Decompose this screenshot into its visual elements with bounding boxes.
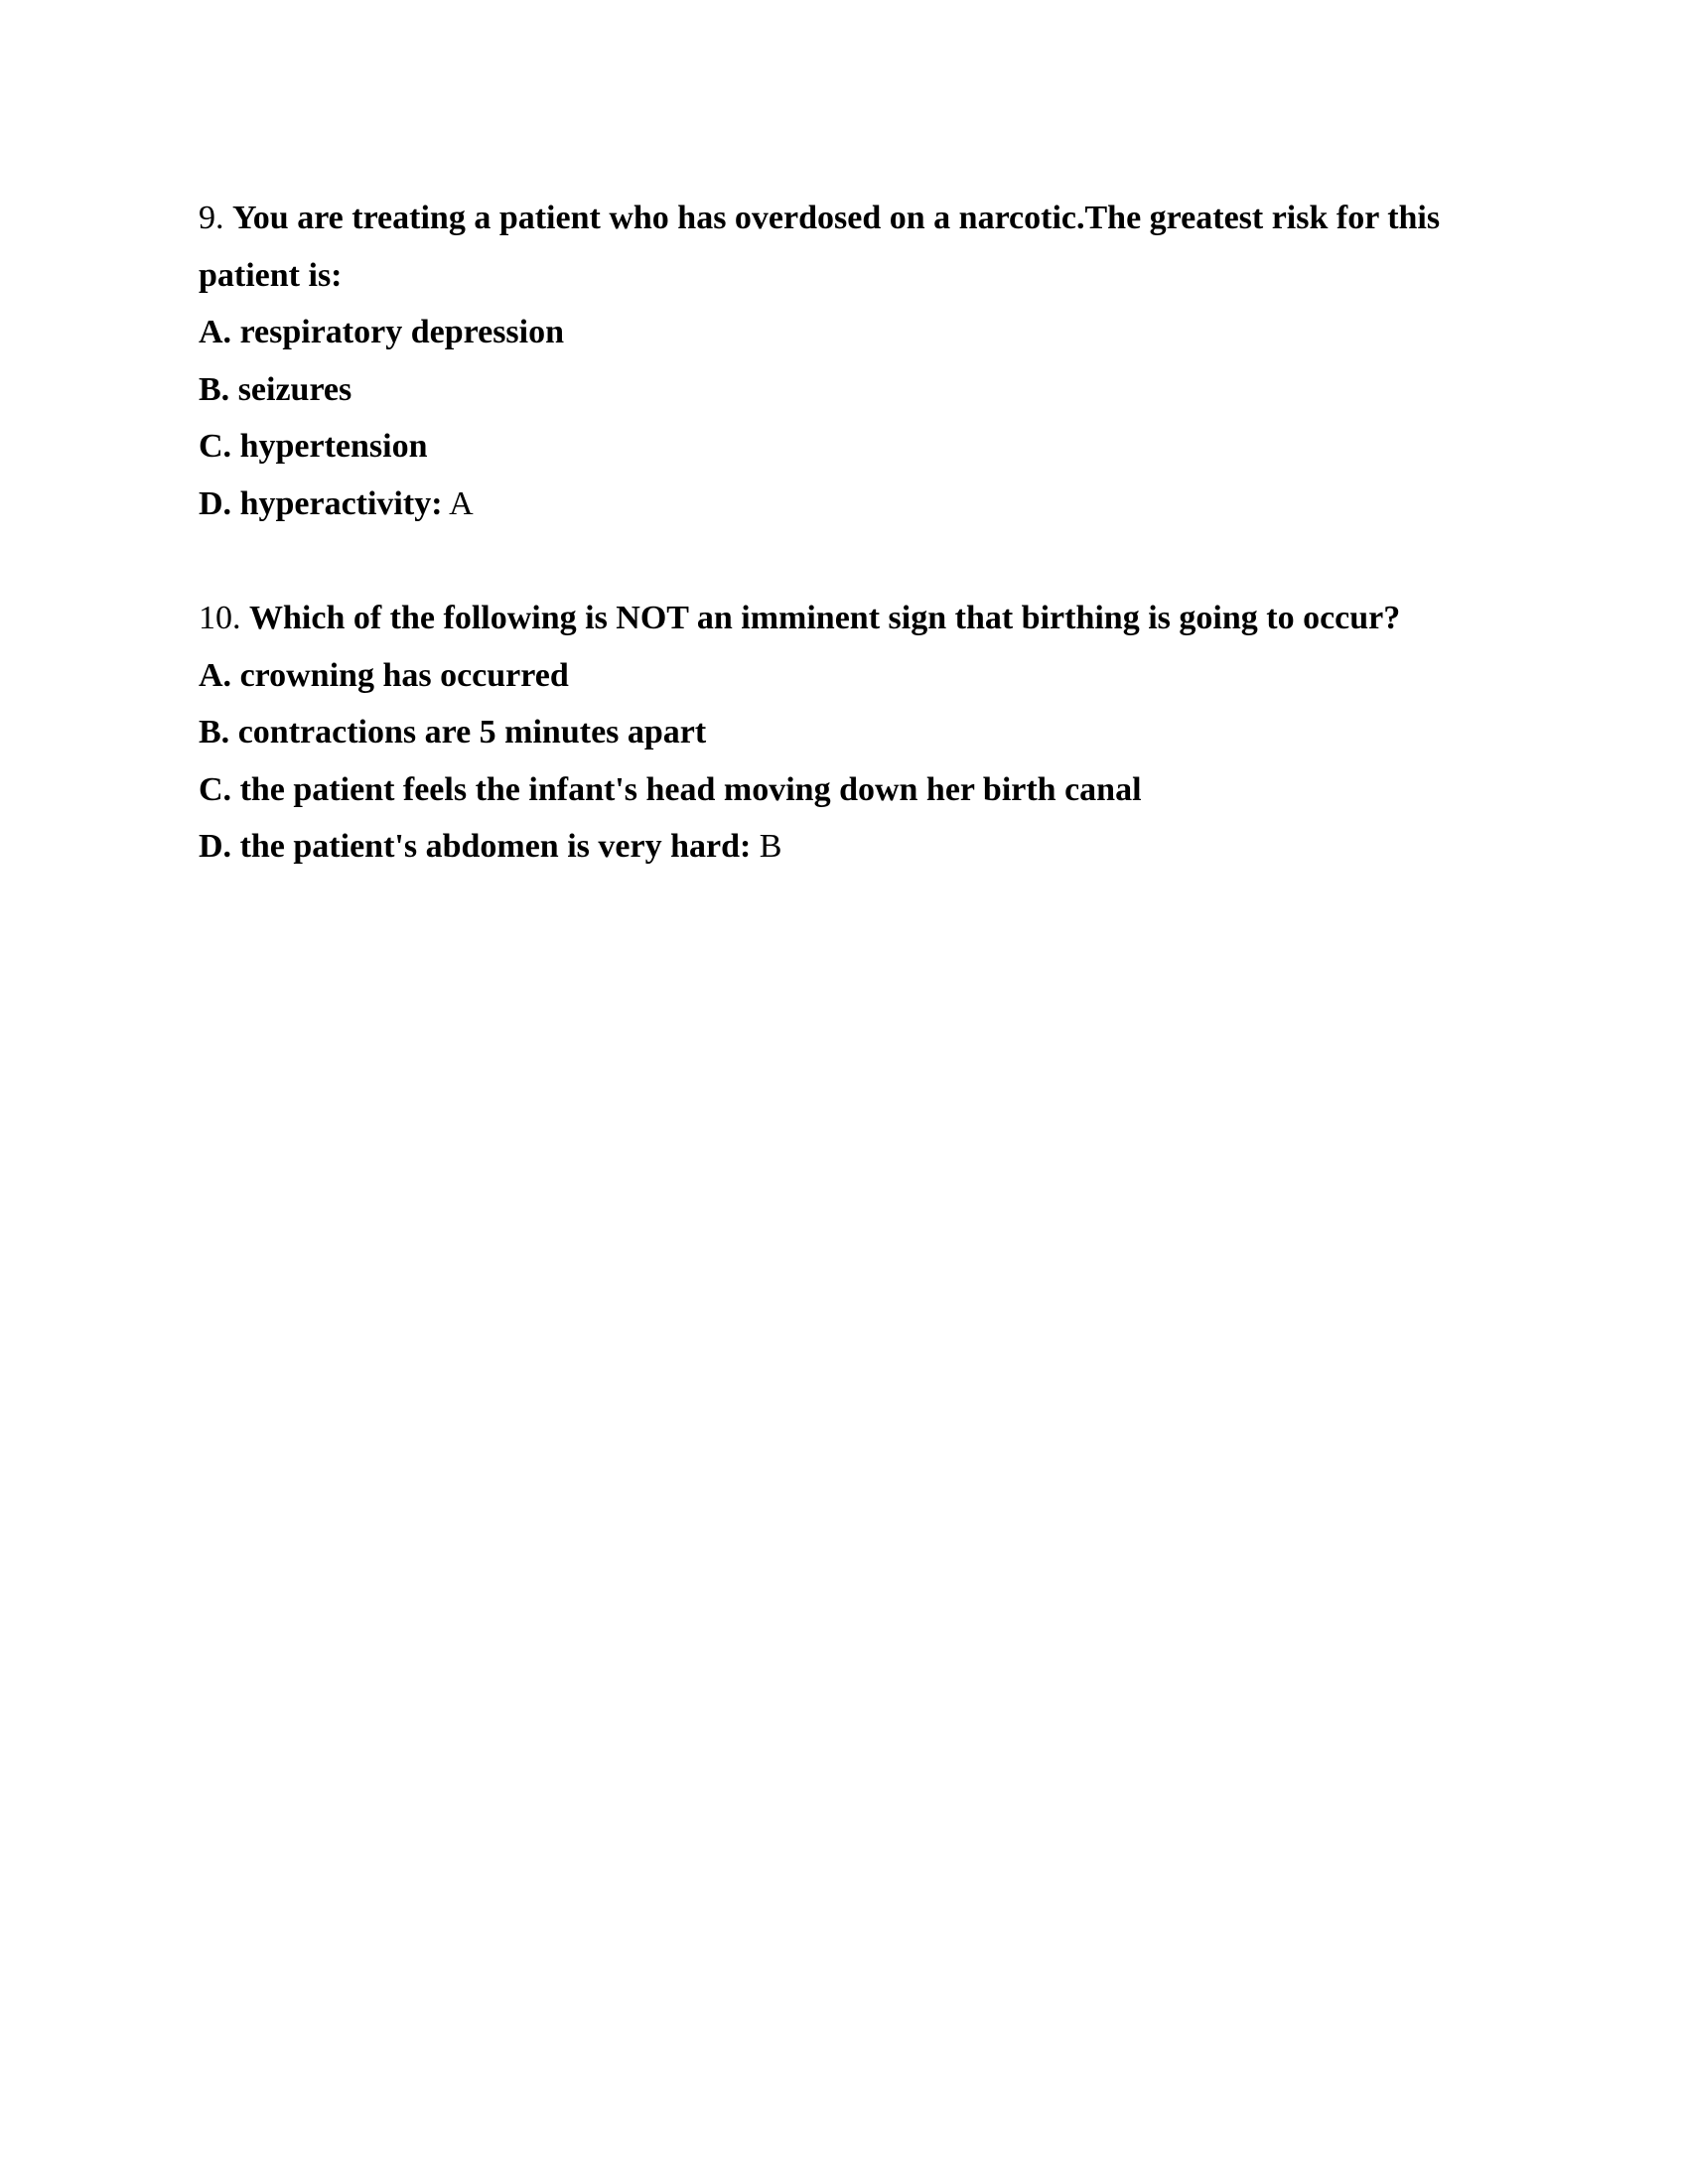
option-letter: C.: [199, 770, 232, 808]
option-letter: D.: [199, 484, 232, 522]
question-stem: Which of the following is NOT an imminent sign that birthing is going to occur?: [249, 600, 1401, 636]
option-d: [199, 818, 1489, 876]
option-letter: D.: [199, 828, 232, 865]
option-text: respiratory depression: [239, 314, 565, 350]
question-stem: You are treating a patient who has overdosed on a narcotic.The greatest risk for this: [232, 200, 1441, 236]
answer-key: A: [449, 484, 474, 522]
option-letter: A.: [199, 656, 232, 694]
question-9: [199, 190, 1489, 532]
option-text: contractions are 5 minutes apart: [237, 714, 707, 751]
option-letter: C.: [199, 428, 232, 465]
option-text: the patient's abdomen is very hard:: [239, 828, 752, 865]
option-d: [199, 476, 1489, 533]
option-b: [199, 361, 1489, 419]
question-number: 10.: [199, 600, 241, 636]
option-text: the patient feels the infant's head moving down her birth canal: [239, 770, 1142, 808]
option-a: [199, 647, 1489, 705]
option-letter: A.: [199, 314, 232, 350]
question-10: [199, 590, 1489, 876]
question-stem-line: [199, 190, 1489, 247]
option-a: [199, 304, 1489, 361]
option-b: [199, 704, 1489, 761]
option-letter: B.: [199, 714, 230, 751]
option-text: hyperactivity:: [239, 484, 443, 522]
option-text: crowning has occurred: [239, 656, 569, 694]
question-number: 9.: [199, 200, 224, 236]
option-c: [199, 418, 1489, 476]
answer-key: B: [759, 828, 782, 865]
option-c: [199, 761, 1489, 819]
question-stem-continuation: patient is:: [199, 256, 343, 294]
question-stem-line: [199, 590, 1489, 647]
option-text: hypertension: [239, 428, 428, 465]
option-letter: B.: [199, 370, 230, 408]
option-text: seizures: [237, 370, 352, 408]
